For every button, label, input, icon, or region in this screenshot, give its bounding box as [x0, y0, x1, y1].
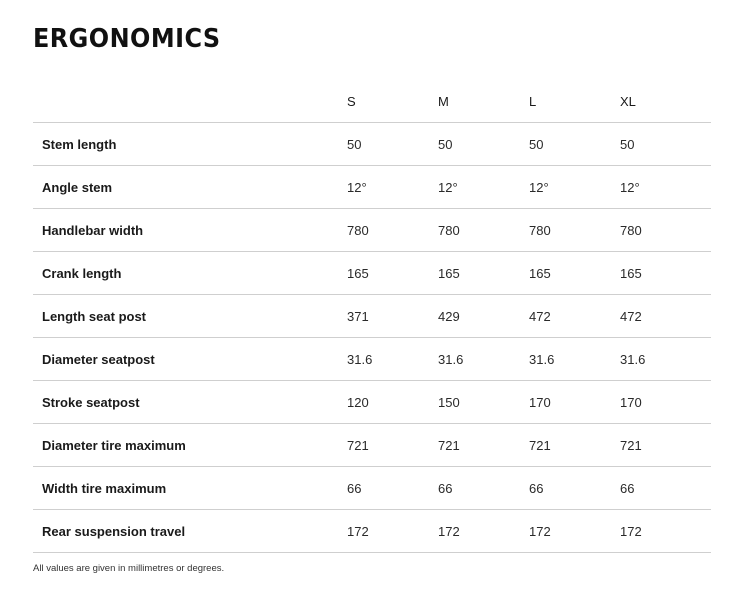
cell-value: 170 — [529, 381, 620, 424]
cell-value: 31.6 — [529, 338, 620, 381]
cell-value: 150 — [438, 381, 529, 424]
row-label: Stroke seatpost — [33, 381, 347, 424]
header-empty-cell — [33, 80, 347, 123]
table-row — [33, 252, 711, 295]
cell-value: 12° — [347, 166, 438, 209]
cell-value: 780 — [529, 209, 620, 252]
cell-value: 170 — [620, 381, 711, 424]
cell-value: 165 — [529, 252, 620, 295]
cell-value: 50 — [347, 123, 438, 166]
cell-value: 165 — [438, 252, 529, 295]
cell-value: 120 — [347, 381, 438, 424]
cell-value: 472 — [529, 295, 620, 338]
cell-value: 66 — [438, 467, 529, 510]
cell-value: 50 — [620, 123, 711, 166]
cell-value: 780 — [620, 209, 711, 252]
row-label: Crank length — [33, 252, 347, 295]
table-row — [33, 338, 711, 381]
cell-value: 172 — [529, 510, 620, 553]
cell-value: 12° — [620, 166, 711, 209]
cell-value: 50 — [438, 123, 529, 166]
row-label: Stem length — [33, 123, 347, 166]
table-header-row — [33, 80, 711, 123]
header-size-s: S — [347, 80, 438, 123]
cell-value: 66 — [529, 467, 620, 510]
cell-value: 721 — [620, 424, 711, 467]
table-row — [33, 424, 711, 467]
cell-value: 721 — [438, 424, 529, 467]
cell-value: 66 — [347, 467, 438, 510]
row-label: Angle stem — [33, 166, 347, 209]
cell-value: 31.6 — [347, 338, 438, 381]
table-row — [33, 381, 711, 424]
cell-value: 165 — [620, 252, 711, 295]
cell-value: 12° — [529, 166, 620, 209]
table-row — [33, 510, 711, 553]
cell-value: 50 — [529, 123, 620, 166]
cell-value: 172 — [347, 510, 438, 553]
table-row — [33, 166, 711, 209]
cell-value: 721 — [529, 424, 620, 467]
header-size-l: L — [529, 80, 620, 123]
header-size-xl: XL — [620, 80, 711, 123]
cell-value: 780 — [347, 209, 438, 252]
cell-value: 172 — [620, 510, 711, 553]
footnote: All values are given in millimetres or degrees. — [33, 563, 225, 574]
cell-value: 165 — [347, 252, 438, 295]
cell-value: 429 — [438, 295, 529, 338]
row-label: Length seat post — [33, 295, 347, 338]
cell-value: 780 — [438, 209, 529, 252]
row-label: Rear suspension travel — [33, 510, 347, 553]
cell-value: 66 — [620, 467, 711, 510]
cell-value: 12° — [438, 166, 529, 209]
row-label: Handlebar width — [33, 209, 347, 252]
cell-value: 172 — [438, 510, 529, 553]
row-label: Diameter tire maximum — [33, 424, 347, 467]
table-row — [33, 209, 711, 252]
cell-value: 31.6 — [438, 338, 529, 381]
table-row — [33, 123, 711, 166]
ergonomics-table — [33, 80, 711, 553]
cell-value: 371 — [347, 295, 438, 338]
page-title: ERGONOMICS — [33, 24, 221, 54]
header-size-m: M — [438, 80, 529, 123]
cell-value: 31.6 — [620, 338, 711, 381]
table-row — [33, 295, 711, 338]
cell-value: 472 — [620, 295, 711, 338]
cell-value: 721 — [347, 424, 438, 467]
table-row — [33, 467, 711, 510]
row-label: Width tire maximum — [33, 467, 347, 510]
row-label: Diameter seatpost — [33, 338, 347, 381]
